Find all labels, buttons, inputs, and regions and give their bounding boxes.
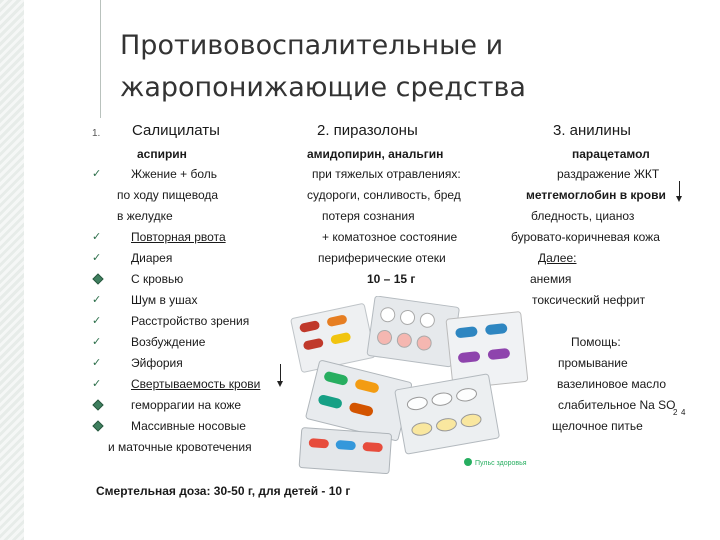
title-divider-line — [100, 0, 101, 118]
col3-line: раздражение ЖКТ — [557, 167, 660, 181]
col1-line: Диарея — [131, 251, 173, 265]
col1-line: Расстройство зрения — [131, 314, 250, 328]
help-item: щелочное питье — [552, 419, 643, 433]
diamond-bullet-icon — [92, 273, 103, 284]
col2-line: при тяжелых отравлениях: — [312, 167, 461, 181]
help-title: Помощь: — [571, 335, 621, 349]
subscript-2: 2 — [673, 408, 678, 417]
col2-heading: 2. пиразолоны — [317, 122, 418, 139]
col1-line: по ходу пищевода — [117, 188, 219, 202]
check-icon: ✓ — [92, 336, 102, 348]
diamond-bullet-icon — [92, 420, 103, 431]
col1-line: в желудке — [117, 209, 173, 223]
pill-blister-packs-image — [290, 296, 530, 476]
decorative-side-band — [0, 0, 24, 540]
col1-line: Возбуждение — [131, 335, 206, 349]
col1-heading: Салицилаты — [132, 122, 220, 139]
down-arrow-head — [676, 196, 682, 202]
col2-line: периферические отеки — [318, 251, 446, 265]
lethal-dose: Смертельная доза: 30-50 г, для детей - 10 г — [96, 484, 351, 498]
image-caption: Пульс здоровья — [475, 460, 527, 467]
down-arrow-icon — [280, 364, 281, 382]
down-arrow-icon — [679, 181, 680, 197]
help-item: промывание — [558, 356, 628, 370]
col1-line: Свертываемость крови — [131, 377, 261, 391]
col1-number: 1. — [92, 128, 101, 139]
col1-line: Массивные носовые — [131, 419, 246, 433]
subscript-4: 4 — [681, 408, 686, 417]
col1-line: Повторная рвота — [131, 230, 226, 244]
col3-line: бледность, цианоз — [531, 209, 635, 223]
title-line-2: жаропонижающие средства — [120, 72, 526, 103]
diamond-bullet-icon — [92, 399, 103, 410]
check-icon: ✓ — [92, 357, 102, 369]
check-icon: ✓ — [92, 252, 102, 264]
col1-line: геморрагии на коже — [131, 398, 242, 412]
check-icon: ✓ — [92, 315, 102, 327]
col1-line: С кровью — [131, 272, 184, 286]
down-arrow-head — [277, 381, 283, 387]
col3-line: метгемоглобин в крови — [526, 188, 666, 202]
col2-line: + коматозное состояние — [322, 230, 458, 244]
title-line-1: Противовоспалительные и — [120, 30, 504, 61]
col2-drug: амидопирин, анальгин — [307, 147, 444, 161]
col1-line: Жжение + боль — [131, 167, 217, 181]
col1-drug: аспирин — [137, 147, 187, 161]
check-icon: ✓ — [92, 294, 102, 306]
col1-line: Эйфория — [131, 356, 183, 370]
col2-line: судороги, сонливость, бред — [307, 188, 461, 202]
col1-line: и маточные кровотечения — [108, 440, 252, 454]
col3-heading: 3. анилины — [553, 122, 631, 139]
col3-drug: парацетамол — [572, 147, 650, 161]
col2-dose: 10 – 15 г — [367, 272, 416, 286]
col3-line: Далее: — [538, 251, 577, 265]
col3-line: анемия — [530, 272, 572, 286]
col3-line: буровато-коричневая кожа — [511, 230, 660, 244]
col2-line: потеря сознания — [322, 209, 415, 223]
help-item: слабительное Na SO — [558, 398, 676, 412]
slide-title — [120, 25, 700, 109]
col3-line: токсический нефрит — [532, 293, 646, 307]
check-icon: ✓ — [92, 168, 102, 180]
help-item: вазелиновое масло — [557, 377, 667, 391]
check-icon: ✓ — [92, 378, 102, 390]
col1-line: Шум в ушах — [131, 293, 198, 307]
check-icon: ✓ — [92, 231, 102, 243]
